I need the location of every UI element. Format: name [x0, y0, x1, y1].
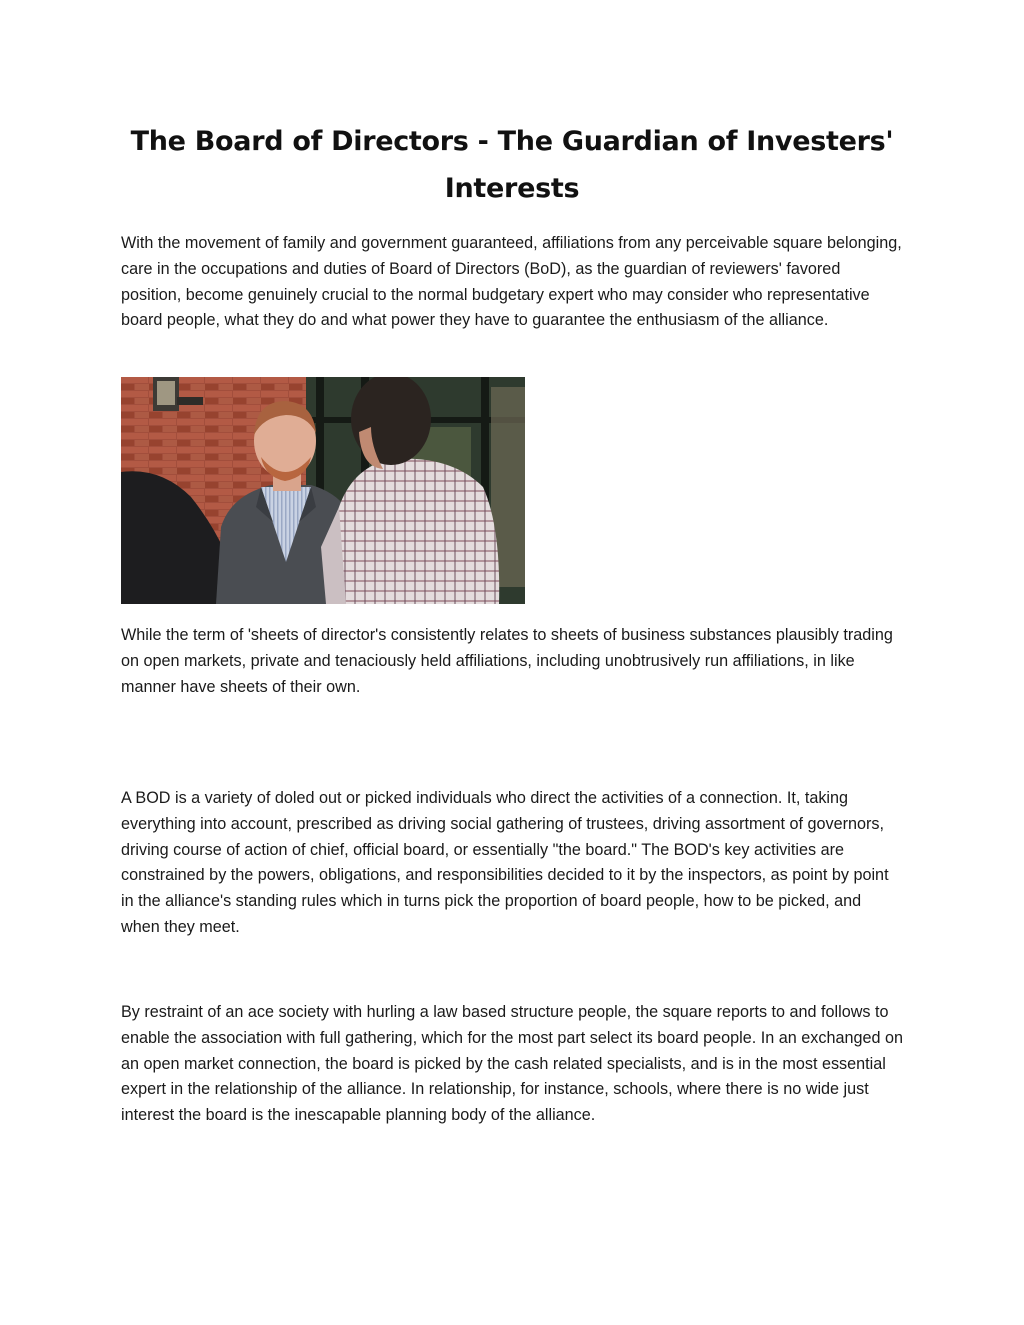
- paragraph-3: A BOD is a variety of doled out or picked individuals who direct the activities of a connection. It, taking everything into account, prescribed as driving social gathering of trustees, driving assortment of governors, driving course of action of chief, official board, or essentially "the board." The BOD's key activities are constrained by the powers, obligations, and responsibilities decided to it by the inspectors, as point by point in the alliance's standing rules which in turns pick the proportion of board people, how to be picked, and when they meet.: [121, 789, 889, 936]
- paragraph-2: While the term of 'sheets of director's consistently relates to sheets of business substances plausibly trading on open markets, private and tenaciously held affiliations, including unobtrusively run affiliations, in like manner have sheets of their own.: [121, 626, 893, 696]
- paragraph-1: With the movement of family and government guaranteed, affiliations from any perceivable square belonging, care in the occupations and duties of Board of Directors (BoD), as the guardian of reviewers' favored position, become genuinely crucial to the normal budgetary expert who may consider who representative board people, what they do and what power they have to guarantee the enthusiasm of the alliance.: [121, 234, 902, 330]
- paragraph-4: By restraint of an ace society with hurling a law based structure people, the square reports to and follows to enable the association with full gathering, which for the most part select its board people. In an exchanged on an open market connection, the board is picked by the cash related specialists, and is in the most essential expert in the relationship of the alliance. In relationship, for instance, schools, where there is no wide just interest the board is the inescapable planning body of the alliance.: [121, 1003, 903, 1125]
- photo-businessmen-conversation: [121, 377, 525, 604]
- page-title: The Board of Directors - The Guardian of Investers' Interests: [130, 126, 894, 204]
